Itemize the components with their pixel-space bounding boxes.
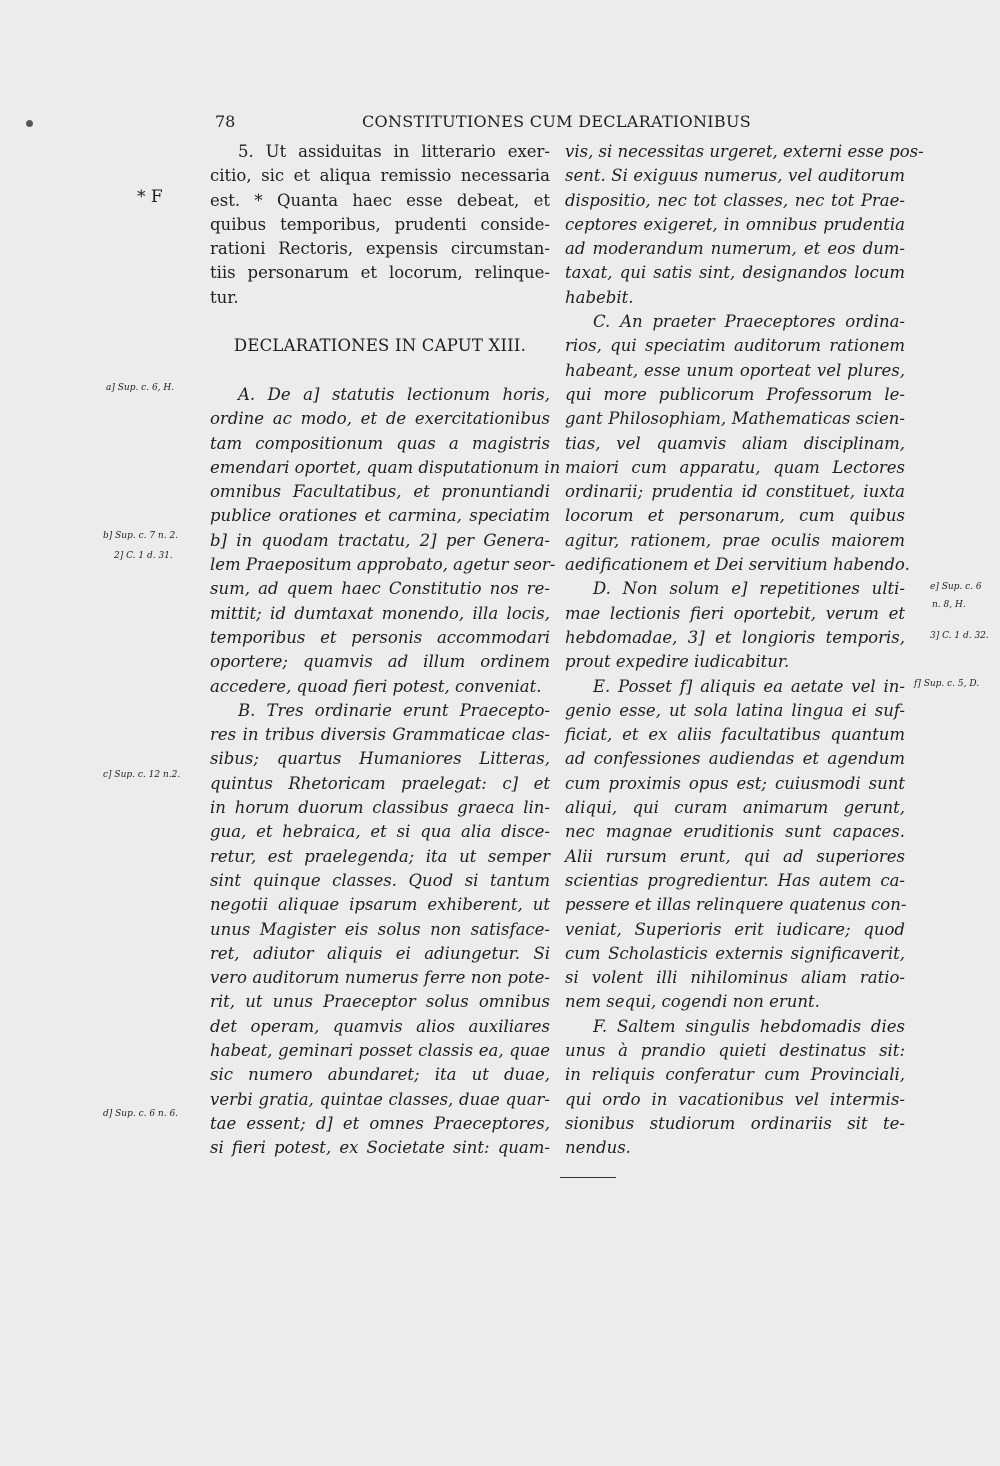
text-line: ceptores exigeret, in omnibus prudentia bbox=[565, 214, 905, 234]
text-line: in horum duorum classibus graeca lin- bbox=[210, 798, 550, 818]
margin-note-2: 2] C. 1 d. 31. bbox=[114, 551, 173, 561]
text-line: qui ordo in vacationibus vel intermis- bbox=[565, 1089, 905, 1109]
text-line: oportere; quamvis ad illum ordinem bbox=[210, 652, 550, 672]
text-line: gant Philosophiam, Mathematicas scien- bbox=[565, 409, 905, 429]
text-line: ad confessiones audiendas et agendum bbox=[565, 749, 905, 769]
text-line: res in tribus diversis Grammaticae clas- bbox=[210, 725, 550, 745]
text-line: locorum et personarum, cum quibus bbox=[565, 506, 905, 526]
text-line: est. * Quanta haec esse debeat, et bbox=[210, 190, 550, 210]
text-line: unus Magister eis solus non satisface- bbox=[210, 919, 550, 939]
text-line: accedere, quoad fieri potest, conveniat. bbox=[210, 676, 542, 696]
text-line: vis, si necessitas urgeret, externi esse pos- bbox=[565, 142, 924, 161]
text-line: b] in quodam tractatu, 2] per Genera- bbox=[210, 530, 550, 550]
text-line: sent. Si exiguus numerus, vel auditorum bbox=[565, 166, 905, 186]
text-line: rios, qui speciatim auditorum rationem bbox=[565, 336, 905, 356]
text-line: unus à prandio quieti destinatus sit: bbox=[565, 1040, 905, 1060]
text-line: dispositio, nec tot classes, nec tot Prae- bbox=[565, 190, 905, 210]
text-line: sum, ad quem haec Constitutio nos re- bbox=[210, 579, 550, 599]
text-line: ficiat, et ex aliis facultatibus quantum bbox=[565, 725, 905, 745]
text-line: tam compositionum quas a magistris bbox=[210, 433, 550, 453]
margin-note-f: f] Sup. c. 5, D. bbox=[914, 679, 980, 689]
text-line: genio esse, ut sola latina lingua ei suf- bbox=[565, 700, 905, 720]
text-line: sint quinque classes. Quod si tantum bbox=[210, 870, 550, 890]
text-line: ret, adiutor aliquis ei adiungetur. Si bbox=[210, 943, 550, 963]
text-line: temporibus et personis accommodari bbox=[210, 627, 550, 647]
margin-note-b: b] Sup. c. 7 n. 2. bbox=[103, 531, 179, 541]
text-line: cum proximis opus est; cuiusmodi sunt bbox=[565, 773, 905, 793]
text-line: sibus; quartus Humaniores Litteras, bbox=[210, 749, 550, 769]
text-line: tias, vel quamvis aliam disciplinam, bbox=[565, 433, 905, 453]
text-line: qui more publicorum Professorum le- bbox=[565, 384, 905, 404]
text-line: F. Saltem singulis hebdomadis dies bbox=[593, 1016, 905, 1036]
text-line: det operam, quamvis alios auxiliares bbox=[210, 1016, 550, 1036]
text-line: cum Scholasticis externis significaverit, bbox=[565, 943, 905, 963]
text-line: D. Non solum e] repetitiones ulti- bbox=[593, 579, 905, 599]
text-line: si volent illi nihilominus aliam ratio- bbox=[565, 968, 905, 988]
text-line: ad moderandum numerum, et eos dum- bbox=[565, 239, 905, 259]
text-line: taxat, qui satis sint, designandos locum bbox=[565, 263, 905, 283]
text-line: C. An praeter Praeceptores ordina- bbox=[593, 312, 905, 332]
text-line: ordine ac modo, et de exercitationibus bbox=[210, 409, 550, 429]
text-line: tur. bbox=[210, 287, 239, 307]
text-line: mittit; id dumtaxat monendo, illa locis, bbox=[210, 603, 550, 623]
margin-note-a: a] Sup. c. 6, H. bbox=[106, 383, 175, 393]
text-line: aliqui, qui curam animarum gerunt, bbox=[565, 798, 905, 818]
text-line: veniat, Superioris erit iudicare; quod bbox=[565, 919, 905, 939]
text-line: lem Praepositum approbato, agetur seor- bbox=[210, 555, 556, 575]
text-line: aedificationem et Dei servitium habendo. bbox=[565, 555, 910, 575]
text-line: 5. Ut assiduitas in litterario exer- bbox=[238, 142, 550, 161]
text-line: habeant, esse unum oporteat vel plures, bbox=[565, 360, 905, 380]
text-line: omnibus Facultatibus, et pronuntiandi bbox=[210, 482, 550, 502]
text-line: negotii aliquae ipsarum exhiberent, ut bbox=[210, 895, 550, 915]
text-line: quibus temporibus, prudenti conside- bbox=[210, 214, 550, 234]
text-line: quintus Rhetoricam praelegat: c] et bbox=[210, 773, 550, 793]
text-line: habeat, geminari posset classis ea, quae bbox=[210, 1040, 550, 1060]
page-header bbox=[0, 112, 1000, 136]
text-line: maiori cum apparatu, quam Lectores bbox=[565, 457, 905, 477]
text-line: B. Tres ordinarie erunt Praecepto- bbox=[238, 700, 550, 720]
right-column bbox=[565, 140, 924, 1160]
text-line: ordinarii; prudentia id constituet, iuxta bbox=[565, 482, 905, 502]
text-line: rationi Rectoris, expensis circumstan- bbox=[210, 239, 550, 259]
text-line: retur, est praelegenda; ita ut semper bbox=[210, 846, 550, 866]
end-rule bbox=[560, 1177, 616, 1178]
text-line: Alii rursum erunt, qui ad superiores bbox=[565, 846, 905, 866]
text-line: verbi gratia, quintae classes, duae quar- bbox=[210, 1089, 550, 1109]
margin-note-f-marker: * F bbox=[137, 187, 163, 207]
text-line: vero auditorum numerus ferre non pote- bbox=[210, 968, 550, 988]
text-line: E. Posset f] aliquis ea aetate vel in- bbox=[593, 676, 905, 696]
text-line: in reliquis conferatur cum Provinciali, bbox=[565, 1065, 905, 1085]
margin-note-e: e] Sup. c. 6 bbox=[930, 582, 982, 592]
left-column bbox=[210, 140, 561, 1160]
text-line: prout expedire iudicabitur. bbox=[565, 652, 790, 672]
margin-note-c: c] Sup. c. 12 n.2. bbox=[103, 770, 181, 780]
margin-note-e-cont: n. 8, H. bbox=[932, 600, 966, 610]
text-line: citio, sic et aliqua remissio necessaria bbox=[210, 166, 550, 186]
text-line: sic numero abundaret; ita ut duae, bbox=[210, 1065, 550, 1085]
text-line: tiis personarum et locorum, relinque- bbox=[210, 263, 550, 283]
margin-note-3: 3] C. 1 d. 32. bbox=[930, 631, 989, 641]
text-line: rit, ut unus Praeceptor solus omnibus bbox=[210, 992, 550, 1012]
text-line: emendari oportet, quam disputationum in bbox=[210, 457, 561, 477]
text-line: agitur, rationem, prae oculis maiorem bbox=[565, 530, 905, 550]
running-title: CONSTITUTIONES CUM DECLARATIONIBUS bbox=[362, 112, 751, 131]
text-line: A. De a] statutis lectionum horis, bbox=[238, 384, 550, 404]
declarations-heading: DECLARATIONES IN CAPUT XIII. bbox=[233, 336, 527, 356]
page-number: 78 bbox=[215, 112, 236, 131]
text-line: mae lectionis fieri oportebit, verum et bbox=[565, 603, 905, 623]
text-line: si fieri potest, ex Societate sint: quam- bbox=[210, 1138, 550, 1158]
text-line: publice orationes et carmina, speciatim bbox=[210, 506, 550, 526]
text-line: gua, et hebraica, et si qua alia disce- bbox=[210, 822, 550, 842]
text-line: nendus. bbox=[565, 1138, 631, 1158]
text-line: nec magnae eruditionis sunt capaces. bbox=[565, 822, 905, 842]
margin-note-d: d] Sup. c. 6 n. 6. bbox=[103, 1109, 179, 1119]
text-line: pessere et illas relinquere quatenus con- bbox=[565, 895, 907, 915]
text-line: sionibus studiorum ordinariis sit te- bbox=[565, 1113, 905, 1133]
text-line: hebdomadae, 3] et longioris temporis, bbox=[565, 627, 905, 647]
text-line: scientias progredientur. Has autem ca- bbox=[565, 870, 905, 890]
text-line: nem sequi, cogendi non erunt. bbox=[565, 992, 820, 1012]
text-line: habebit. bbox=[565, 287, 634, 307]
text-line: tae essent; d] et omnes Praeceptores, bbox=[210, 1113, 550, 1133]
